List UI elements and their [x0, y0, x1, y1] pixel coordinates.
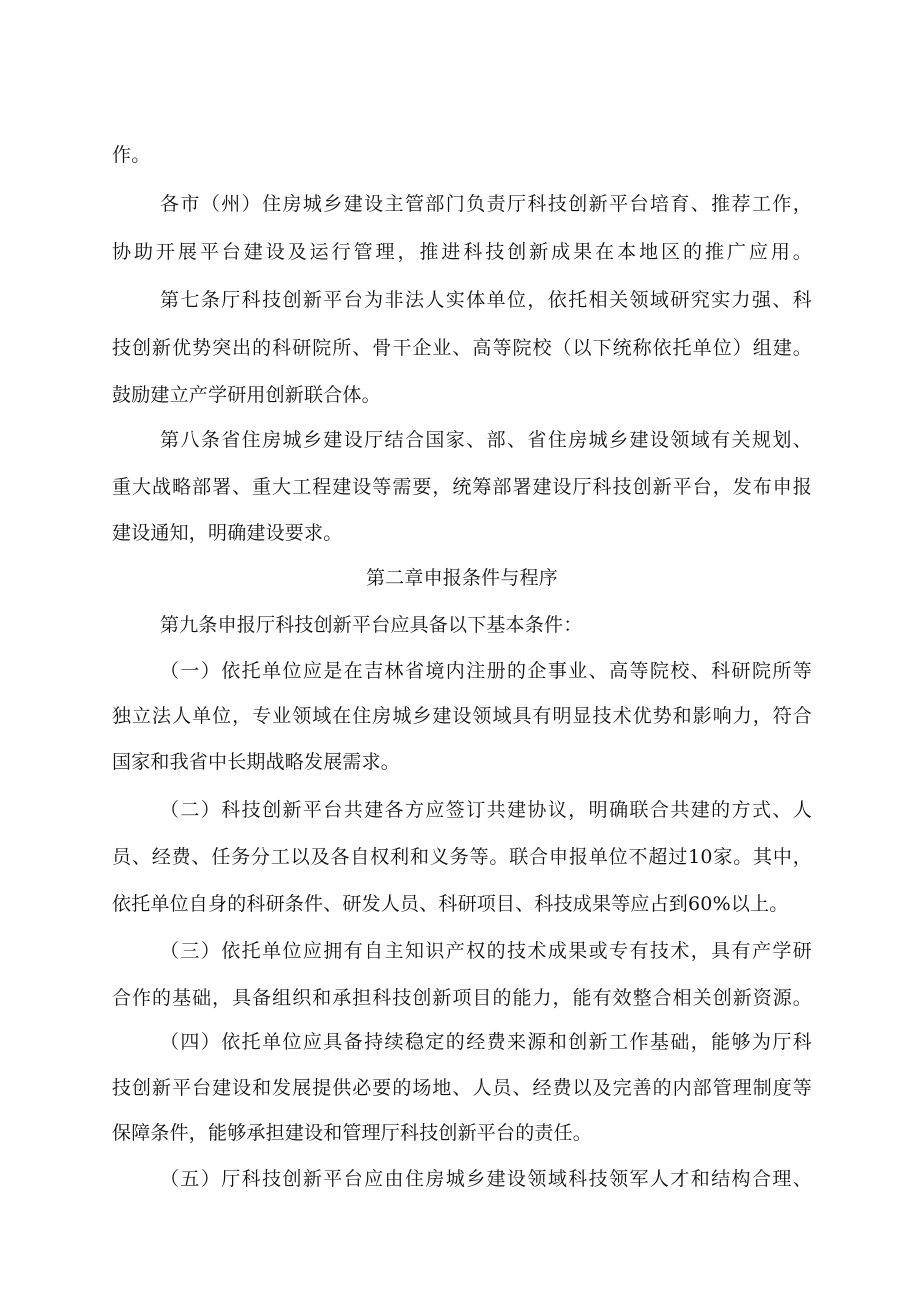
text-line: 员、经费、任务分工以及各自权利和义务等。联合申报单位不超过10家。其中， [112, 846, 812, 868]
text-line: （四）依托单位应具备持续稳定的经费来源和创新工作基础，能够为厅科 [160, 1031, 812, 1053]
text-line: （三）依托单位应拥有自主知识产权的技术成果或专有技术，具有产学研 [160, 940, 812, 962]
text-line: 第八条省住房城乡建设厅结合国家、部、省住房城乡建设领域有关规划、 [160, 429, 812, 451]
text-line: 国家和我省中长期战略发展需求。 [112, 751, 401, 773]
text-line: 合作的基础，具备组织和承担科技创新项目的能力，能有效整合相关创新资源。 [112, 987, 812, 1009]
text-line: 第九条申报厅科技创新平台应具备以下基本条件： [160, 614, 583, 636]
text-line: 技创新平台建设和发展提供必要的场地、人员、经费以及完善的内部管理制度等 [112, 1077, 812, 1099]
text-line: 独立法人单位，专业领域在住房城乡建设领域具有明显技术优势和影响力，符合 [112, 705, 812, 727]
text-line: （一）依托单位应是在吉林省境内注册的企事业、高等院校、科研院所等 [160, 660, 812, 682]
chapter-heading: 第二章申报条件与程序 [365, 567, 558, 589]
text-line: 作。 [112, 144, 151, 166]
text-line: 建设通知，明确建设要求。 [112, 522, 343, 544]
text-line: 各市（州）住房城乡建设主管部门负责厅科技创新平台培育、推荐工作， [160, 193, 812, 215]
text-line: 技创新优势突出的科研院所、骨干企业、高等院校（以下统称依托单位）组建。 [112, 337, 812, 359]
text-line: 第七条厅科技创新平台为非法人实体单位，依托相关领域研究实力强、科 [160, 289, 812, 311]
text-line: （二）科技创新平台共建各方应签订共建协议，明确联合共建的方式、人 [160, 799, 812, 821]
text-line: （五）厅科技创新平台应由住房城乡建设领域科技领军人才和结构合理、 [160, 1168, 812, 1190]
text-line: 鼓励建立产学研用创新联合体。 [112, 384, 381, 406]
text-line: 协助开展平台建设及运行管理，推进科技创新成果在本地区的推广应用。 [112, 241, 812, 263]
text-line: 重大战略部署、重大工程建设等需要，统筹部署建设厅科技创新平台，发布申报 [112, 476, 812, 498]
text-line: 保障条件，能够承担建设和管理厅科技创新平台的责任。 [112, 1122, 593, 1144]
text-line: 依托单位自身的科研条件、研发人员、科研项目、科技成果等应占到60%以上。 [112, 893, 789, 915]
